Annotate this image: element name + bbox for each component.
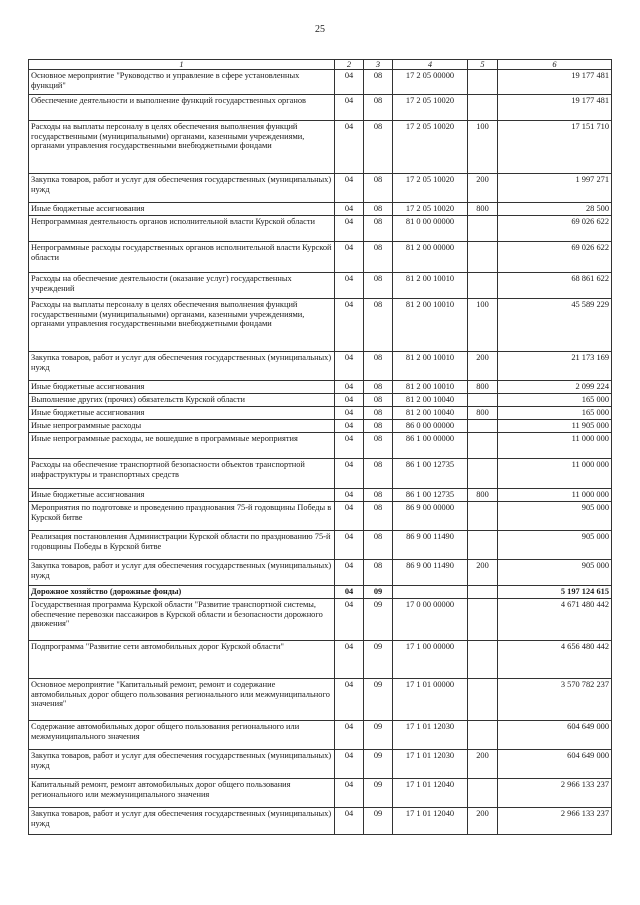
- target-article-code-cell: 17 0 00 00000: [393, 599, 468, 641]
- subsection-code-cell: 08: [364, 121, 393, 174]
- expense-type-code-cell: [468, 502, 498, 531]
- subsection-code-cell: 09: [364, 586, 393, 599]
- expense-type-code-cell: 200: [468, 352, 498, 381]
- subsection-code-cell: 09: [364, 779, 393, 808]
- target-article-code-cell: 86 9 00 00000: [393, 502, 468, 531]
- table-row: [29, 420, 612, 433]
- section-code-cell: 04: [335, 808, 364, 835]
- expense-name-cell: Иные бюджетные ассигнования: [29, 203, 335, 216]
- subsection-code-cell: 08: [364, 352, 393, 381]
- section-code-cell: 04: [335, 242, 364, 273]
- table-row: [29, 216, 612, 242]
- target-article-code-cell: 86 9 00 11490: [393, 531, 468, 560]
- table-row: [29, 502, 612, 531]
- section-code-cell: 04: [335, 95, 364, 121]
- amount-cell: 4 656 480 442: [498, 641, 612, 679]
- target-article-code-cell: 86 1 00 12735: [393, 489, 468, 502]
- target-article-code-cell: 17 1 01 12040: [393, 808, 468, 835]
- section-code-cell: 04: [335, 420, 364, 433]
- subsection-code-cell: 08: [364, 531, 393, 560]
- amount-cell: 5 197 124 615: [498, 586, 612, 599]
- expense-name-cell: Непрограммные расходы государственных органов исполнительной власти Курской области: [29, 242, 335, 273]
- section-code-cell: 04: [335, 779, 364, 808]
- amount-cell: 905 000: [498, 502, 612, 531]
- target-article-code-cell: 81 2 00 10010: [393, 381, 468, 394]
- expense-name-cell: Закупка товаров, работ и услуг для обеспечения государственных (муниципальных) нужд: [29, 352, 335, 381]
- target-article-code-cell: 17 2 05 00000: [393, 70, 468, 95]
- target-article-code-cell: [393, 586, 468, 599]
- subsection-code-cell: 09: [364, 750, 393, 779]
- expense-type-code-cell: [468, 679, 498, 721]
- amount-cell: 905 000: [498, 531, 612, 560]
- expense-name-cell: Закупка товаров, работ и услуг для обеспечения государственных (муниципальных) нужд: [29, 560, 335, 586]
- subsection-code-cell: 08: [364, 95, 393, 121]
- header-row: [29, 60, 612, 70]
- page-number: 25: [315, 24, 325, 35]
- section-code-cell: 04: [335, 750, 364, 779]
- target-article-code-cell: 81 2 00 10010: [393, 352, 468, 381]
- amount-cell: 28 500: [498, 203, 612, 216]
- header-col-5: 5: [468, 60, 498, 70]
- expense-type-code-cell: [468, 394, 498, 407]
- section-code-cell: 04: [335, 489, 364, 502]
- section-code-cell: 04: [335, 203, 364, 216]
- expense-name-cell: Содержание автомобильных дорог общего пользования регионального или межмуниципального значения: [29, 721, 335, 750]
- table-header: [29, 60, 612, 70]
- expense-name-cell: Расходы на выплаты персоналу в целях обеспечения выполнения функций государственными (муниципальными) органами, казенными учреждениями, органами управления государственными внебюджетными фондами: [29, 299, 335, 352]
- section-code-cell: 04: [335, 216, 364, 242]
- amount-cell: 19 177 481: [498, 70, 612, 95]
- expense-name-cell: Закупка товаров, работ и услуг для обеспечения государственных (муниципальных) нужд: [29, 750, 335, 779]
- expense-name-cell: Иные непрограммные расходы, не вошедшие в программные мероприятия: [29, 433, 335, 459]
- subsection-code-cell: 08: [364, 433, 393, 459]
- amount-cell: 11 000 000: [498, 489, 612, 502]
- target-article-code-cell: 81 2 00 10040: [393, 407, 468, 420]
- target-article-code-cell: 81 0 00 00000: [393, 216, 468, 242]
- table-row: [29, 641, 612, 679]
- table-row: [29, 95, 612, 121]
- expense-name-cell: Расходы на выплаты персоналу в целях обеспечения выполнения функций государственными (муниципальными) органами, казенными учреждениями, органами управления государственными внебюджетными фондами: [29, 121, 335, 174]
- expense-name-cell: Основное мероприятие "Капитальный ремонт, ремонт и содержание автомобильных дорог общего пользования регионального или межмуниципального значения": [29, 679, 335, 721]
- subsection-code-cell: 08: [364, 299, 393, 352]
- target-article-code-cell: 17 1 01 12030: [393, 750, 468, 779]
- table-row: [29, 560, 612, 586]
- section-code-cell: 04: [335, 70, 364, 95]
- table-row: [29, 531, 612, 560]
- expense-type-code-cell: 800: [468, 407, 498, 420]
- amount-cell: 4 671 480 442: [498, 599, 612, 641]
- expense-name-cell: Расходы на обеспечение деятельности (оказание услуг) государственных учреждений: [29, 273, 335, 299]
- subsection-code-cell: 08: [364, 174, 393, 203]
- expense-name-cell: Основное мероприятие "Руководство и управление в сфере установленных функций": [29, 70, 335, 95]
- section-code-cell: 04: [335, 174, 364, 203]
- expense-type-code-cell: [468, 641, 498, 679]
- amount-cell: 1 997 271: [498, 174, 612, 203]
- target-article-code-cell: 86 1 00 12735: [393, 459, 468, 489]
- target-article-code-cell: 17 2 05 10020: [393, 203, 468, 216]
- section-code-cell: 04: [335, 381, 364, 394]
- expense-type-code-cell: [468, 586, 498, 599]
- expense-type-code-cell: 200: [468, 750, 498, 779]
- table-row: [29, 721, 612, 750]
- target-article-code-cell: 17 2 05 10020: [393, 174, 468, 203]
- expense-type-code-cell: [468, 70, 498, 95]
- amount-cell: 11 000 000: [498, 459, 612, 489]
- expense-name-cell: Непрограммная деятельность органов исполнительной власти Курской области: [29, 216, 335, 242]
- table-row: [29, 381, 612, 394]
- expense-name-cell: Дорожное хозяйство (дорожные фонды): [29, 586, 335, 599]
- amount-cell: 19 177 481: [498, 95, 612, 121]
- section-code-cell: 04: [335, 641, 364, 679]
- table-row: [29, 679, 612, 721]
- expense-type-code-cell: [468, 721, 498, 750]
- amount-cell: 165 000: [498, 394, 612, 407]
- expense-name-cell: Закупка товаров, работ и услуг для обеспечения государственных (муниципальных) нужд: [29, 808, 335, 835]
- table-row: [29, 70, 612, 95]
- table-row: [29, 121, 612, 174]
- target-article-code-cell: 17 1 01 00000: [393, 679, 468, 721]
- table-row: [29, 433, 612, 459]
- table-row: [29, 808, 612, 835]
- subsection-code-cell: 08: [364, 502, 393, 531]
- section-code-cell: 04: [335, 121, 364, 174]
- subsection-code-cell: 08: [364, 242, 393, 273]
- table-row: [29, 779, 612, 808]
- subsection-code-cell: 09: [364, 721, 393, 750]
- target-article-code-cell: 17 1 00 00000: [393, 641, 468, 679]
- subsection-code-cell: 08: [364, 203, 393, 216]
- expense-type-code-cell: [468, 433, 498, 459]
- subsection-code-cell: 08: [364, 216, 393, 242]
- section-code-cell: 04: [335, 273, 364, 299]
- section-code-cell: 04: [335, 721, 364, 750]
- expense-name-cell: Государственная программа Курской области "Развитие транспортной системы, обеспечение перевозки пассажиров в Курской области и безопасности дорожного движения": [29, 599, 335, 641]
- expense-name-cell: Выполнение других (прочих) обязательств Курской области: [29, 394, 335, 407]
- table-row: [29, 459, 612, 489]
- target-article-code-cell: 86 1 00 00000: [393, 433, 468, 459]
- subsection-code-cell: 09: [364, 641, 393, 679]
- section-code-cell: 04: [335, 679, 364, 721]
- target-article-code-cell: 81 2 00 10010: [393, 299, 468, 352]
- budget-table: [28, 59, 612, 835]
- amount-cell: 11 000 000: [498, 433, 612, 459]
- section-code-cell: 04: [335, 394, 364, 407]
- table-row: [29, 299, 612, 352]
- subsection-code-cell: 08: [364, 459, 393, 489]
- subsection-code-cell: 08: [364, 407, 393, 420]
- section-code-cell: 04: [335, 531, 364, 560]
- expense-type-code-cell: [468, 242, 498, 273]
- expense-type-code-cell: 200: [468, 808, 498, 835]
- expense-type-code-cell: [468, 95, 498, 121]
- amount-cell: 3 570 782 237: [498, 679, 612, 721]
- amount-cell: 2 966 133 237: [498, 808, 612, 835]
- table-row: [29, 750, 612, 779]
- amount-cell: 69 026 622: [498, 216, 612, 242]
- section-code-cell: 04: [335, 599, 364, 641]
- expense-name-cell: Иные бюджетные ассигнования: [29, 407, 335, 420]
- expense-type-code-cell: 800: [468, 203, 498, 216]
- expense-type-code-cell: 200: [468, 560, 498, 586]
- expense-name-cell: Капитальный ремонт, ремонт автомобильных дорог общего пользования регионального или межмуниципального значения: [29, 779, 335, 808]
- expense-type-code-cell: 200: [468, 174, 498, 203]
- expense-name-cell: Иные бюджетные ассигнования: [29, 489, 335, 502]
- expense-type-code-cell: 100: [468, 121, 498, 174]
- expense-type-code-cell: [468, 779, 498, 808]
- amount-cell: 17 151 710: [498, 121, 612, 174]
- header-col-4: 4: [393, 60, 468, 70]
- target-article-code-cell: 81 2 00 10010: [393, 273, 468, 299]
- expense-name-cell: Закупка товаров, работ и услуг для обеспечения государственных (муниципальных) нужд: [29, 174, 335, 203]
- section-code-cell: 04: [335, 586, 364, 599]
- table-row: [29, 407, 612, 420]
- amount-cell: 604 649 000: [498, 721, 612, 750]
- expense-type-code-cell: 800: [468, 489, 498, 502]
- subsection-code-cell: 08: [364, 394, 393, 407]
- subsection-code-cell: 08: [364, 381, 393, 394]
- table-row: [29, 489, 612, 502]
- section-code-cell: 04: [335, 352, 364, 381]
- expense-name-cell: Подпрограмма "Развитие сети автомобильных дорог Курской области": [29, 641, 335, 679]
- expense-name-cell: Обеспечение деятельности и выполнение функций государственных органов: [29, 95, 335, 121]
- table-row: [29, 394, 612, 407]
- amount-cell: 69 026 622: [498, 242, 612, 273]
- section-code-cell: 04: [335, 502, 364, 531]
- table-row: [29, 273, 612, 299]
- target-article-code-cell: 86 9 00 11490: [393, 560, 468, 586]
- table-body: [29, 70, 612, 835]
- subsection-code-cell: 08: [364, 489, 393, 502]
- target-article-code-cell: 17 2 05 10020: [393, 95, 468, 121]
- target-article-code-cell: 81 2 00 00000: [393, 242, 468, 273]
- expense-type-code-cell: [468, 599, 498, 641]
- expense-name-cell: Иные непрограммные расходы: [29, 420, 335, 433]
- amount-cell: 604 649 000: [498, 750, 612, 779]
- table-row: [29, 203, 612, 216]
- amount-cell: 68 861 622: [498, 273, 612, 299]
- header-col-1: 1: [29, 60, 335, 70]
- subsection-code-cell: 09: [364, 808, 393, 835]
- table-row: [29, 242, 612, 273]
- table-row: [29, 352, 612, 381]
- amount-cell: 905 000: [498, 560, 612, 586]
- subsection-code-cell: 08: [364, 420, 393, 433]
- subsection-code-cell: 09: [364, 679, 393, 721]
- subsection-code-cell: 08: [364, 560, 393, 586]
- target-article-code-cell: 17 1 01 12040: [393, 779, 468, 808]
- section-code-cell: 04: [335, 459, 364, 489]
- target-article-code-cell: 81 2 00 10040: [393, 394, 468, 407]
- table-row: [29, 586, 612, 599]
- expense-type-code-cell: 100: [468, 299, 498, 352]
- header-col-3: 3: [364, 60, 393, 70]
- target-article-code-cell: 86 0 00 00000: [393, 420, 468, 433]
- section-code-cell: 04: [335, 560, 364, 586]
- expense-type-code-cell: [468, 420, 498, 433]
- amount-cell: 21 173 169: [498, 352, 612, 381]
- expense-type-code-cell: [468, 216, 498, 242]
- table-row: [29, 599, 612, 641]
- amount-cell: 11 905 000: [498, 420, 612, 433]
- subsection-code-cell: 08: [364, 70, 393, 95]
- section-code-cell: 04: [335, 433, 364, 459]
- table-row: [29, 174, 612, 203]
- expense-name-cell: Иные бюджетные ассигнования: [29, 381, 335, 394]
- header-col-6: 6: [498, 60, 612, 70]
- subsection-code-cell: 09: [364, 599, 393, 641]
- amount-cell: 2 966 133 237: [498, 779, 612, 808]
- expense-type-code-cell: 800: [468, 381, 498, 394]
- target-article-code-cell: 17 1 01 12030: [393, 721, 468, 750]
- amount-cell: 165 000: [498, 407, 612, 420]
- target-article-code-cell: 17 2 05 10020: [393, 121, 468, 174]
- amount-cell: 45 589 229: [498, 299, 612, 352]
- header-col-2: 2: [335, 60, 364, 70]
- expense-name-cell: Расходы на обеспечение транспортной безопасности объектов транспортной инфраструктуры и транспортных средств: [29, 459, 335, 489]
- expense-type-code-cell: [468, 459, 498, 489]
- expense-type-code-cell: [468, 273, 498, 299]
- expense-name-cell: Реализация постановления Администрации Курской области по празднованию 75-й годовщины Победы в Курской битве: [29, 531, 335, 560]
- amount-cell: 2 099 224: [498, 381, 612, 394]
- expense-name-cell: Мероприятия по подготовке и проведению празднования 75-й годовщины Победы в Курской битве: [29, 502, 335, 531]
- expense-type-code-cell: [468, 531, 498, 560]
- section-code-cell: 04: [335, 407, 364, 420]
- subsection-code-cell: 08: [364, 273, 393, 299]
- section-code-cell: 04: [335, 299, 364, 352]
